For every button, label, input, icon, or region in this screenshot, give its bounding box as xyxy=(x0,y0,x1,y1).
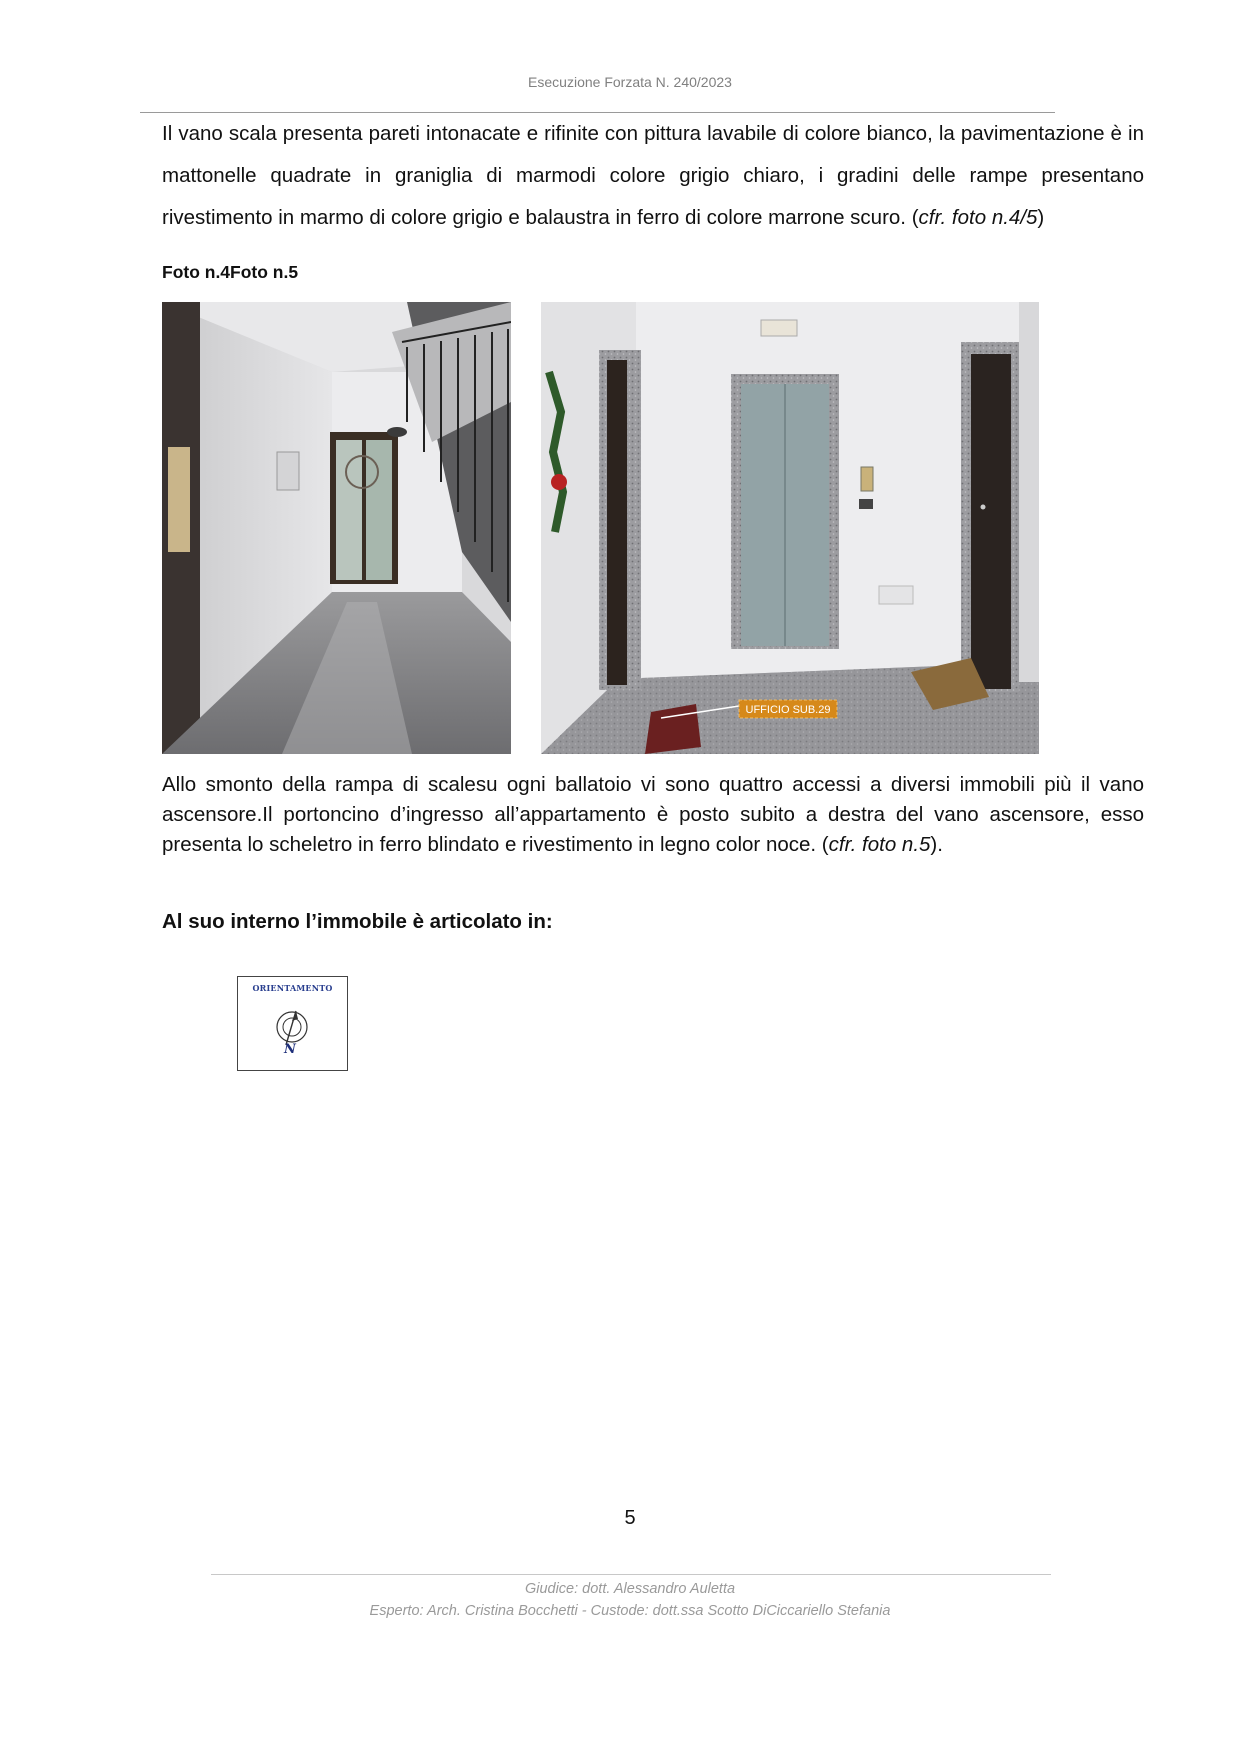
photo-4-image xyxy=(162,302,511,754)
photo-5-image xyxy=(541,302,1039,754)
orientation-north: N xyxy=(284,1042,296,1057)
page-number: 5 xyxy=(624,1507,636,1529)
header-title: Esecuzione Forzata N. 240/2023 xyxy=(528,74,732,90)
orientation-compass xyxy=(237,976,348,1071)
paragraph-stairwell-reference: cfr. foto n.4/5 xyxy=(918,206,1038,229)
paragraph-landing-reference: cfr. foto n.5 xyxy=(828,833,931,856)
photo-5-elevator-landing xyxy=(541,302,1039,754)
compass-icon xyxy=(238,977,347,1070)
paragraph-stairwell-text: Il vano scala presenta pareti intonacate e rifinite con pittura lavabile di colore bianco, la pavimentazione è in mattonelle quadrate in graniglia di marmodi colore grigio chiaro, i gradini delle rampe presentano rivestimento in marmo di colore grigio e balaustra in ferro di colore marrone scuro. ( xyxy=(162,122,1144,229)
photo-4-stairwell xyxy=(162,302,511,754)
footer-expert: Esperto: Arch. Cristina Bocchetti - Custode: dott.ssa Scotto DiCiccariello Stefania xyxy=(369,1603,891,1619)
footer-judge: Giudice: dott. Alessandro Auletta xyxy=(524,1581,736,1597)
paragraph-landing-text: Allo smonto della rampa di scalesu ogni ballatoio vi sono quattro accessi a diversi immobili più il vano ascensore.Il portoncino d’ingresso all’appartamento è posto subito a destra del vano ascensore, esso presenta lo scheletro in ferro blindato e rivestimento in legno color noce. ( xyxy=(162,773,1144,856)
photo-caption: Foto n.4Foto n.5 xyxy=(162,262,299,282)
paragraph-stairwell-close: ) xyxy=(1037,206,1045,229)
paragraph-landing-close: ). xyxy=(930,833,943,856)
paragraph-stairwell xyxy=(162,113,1144,239)
section-heading: Al suo interno l’immobile è articolato in: xyxy=(162,910,553,933)
footer-divider xyxy=(211,1574,1051,1575)
paragraph-landing xyxy=(162,770,1144,860)
photo-5-label: UFFICIO SUB.29 xyxy=(745,704,831,716)
orientation-title: ORIENTAMENTO xyxy=(252,983,333,993)
